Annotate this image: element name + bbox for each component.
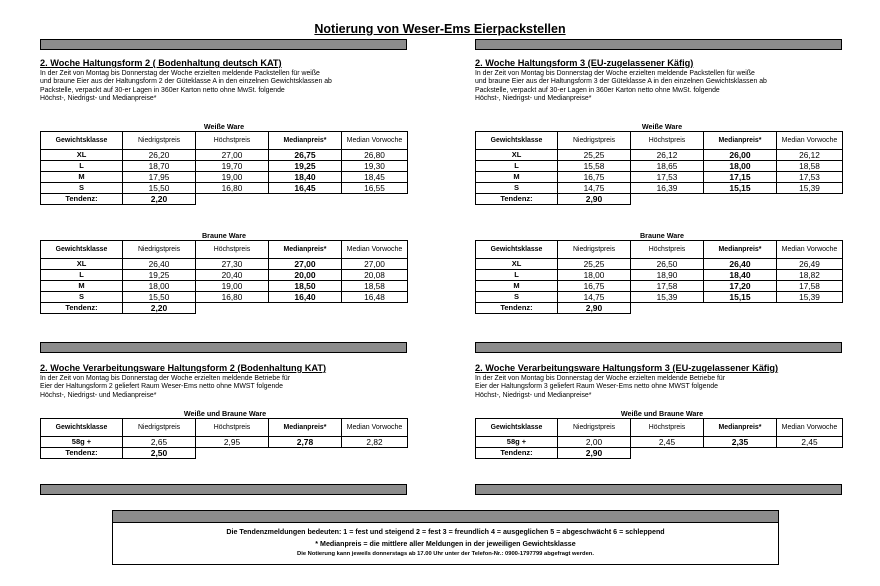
tendenz-value: 2,20 <box>123 194 196 205</box>
tendenz-label: Tendenz: <box>41 194 123 205</box>
price-cell: 16,40 <box>269 292 342 303</box>
column-header: Niedrigstpreis <box>123 241 196 259</box>
blank-cell <box>196 448 408 459</box>
column-header: Niedrigstpreis <box>558 132 631 150</box>
tendenz-value: 2,90 <box>558 303 631 314</box>
table-row <box>41 281 408 292</box>
tendenz-label: Tendenz: <box>41 303 123 314</box>
column-header: Höchstpreis <box>196 132 269 150</box>
weight-class-cell: L <box>476 161 558 172</box>
price-cell: 14,75 <box>558 292 631 303</box>
price-cell: 18,00 <box>704 161 777 172</box>
price-table <box>475 418 843 459</box>
table-row <box>476 437 843 448</box>
table-header-row <box>476 241 843 259</box>
price-cell: 17,58 <box>631 281 704 292</box>
column-header: Gewichtsklasse <box>41 241 123 259</box>
price-cell: 17,58 <box>777 281 843 292</box>
tendenz-value: 2,20 <box>123 303 196 314</box>
separator-bar <box>475 342 842 353</box>
price-cell: 15,15 <box>704 292 777 303</box>
weight-class-cell: S <box>41 292 123 303</box>
tendenz-value: 2,50 <box>123 448 196 459</box>
legend-phone: Die Notierung kann jeweils donnerstags ab 17.00 Uhr unter der Telefon-Nr.: 0900-1797799 abgefragt werden. <box>297 551 594 557</box>
column-header: Medianpreis* <box>704 241 777 259</box>
tendenz-row <box>41 303 408 314</box>
price-cell: 17,53 <box>631 172 704 183</box>
table-row <box>41 270 408 281</box>
price-cell: 2,45 <box>631 437 704 448</box>
price-cell: 26,75 <box>269 150 342 161</box>
price-cell: 2,82 <box>342 437 408 448</box>
tendenz-label: Tendenz: <box>476 448 558 459</box>
table-header-row <box>41 132 408 150</box>
price-table <box>40 131 408 205</box>
column-header: Medianpreis* <box>704 419 777 437</box>
price-cell: 17,53 <box>777 172 843 183</box>
weight-class-cell: XL <box>41 259 123 270</box>
price-cell: 27,00 <box>196 150 269 161</box>
column-header: Median Vorwoche <box>342 241 408 259</box>
price-cell: 15,50 <box>123 183 196 194</box>
price-cell: 2,95 <box>196 437 269 448</box>
price-cell: 16,55 <box>342 183 408 194</box>
legend-box <box>112 510 779 565</box>
price-cell: 19,25 <box>123 270 196 281</box>
table-row <box>476 281 843 292</box>
blank-cell <box>631 303 843 314</box>
table-header-row <box>476 419 843 437</box>
weight-class-cell: XL <box>41 150 123 161</box>
price-cell: 2,78 <box>269 437 342 448</box>
price-cell: 26,49 <box>777 259 843 270</box>
price-cell: 2,00 <box>558 437 631 448</box>
price-cell: 19,30 <box>342 161 408 172</box>
price-cell: 18,90 <box>631 270 704 281</box>
table-row <box>41 183 408 194</box>
price-cell: 26,40 <box>704 259 777 270</box>
price-cell: 26,00 <box>704 150 777 161</box>
column-header: Höchstpreis <box>631 419 704 437</box>
price-cell: 17,95 <box>123 172 196 183</box>
price-table <box>475 240 843 314</box>
price-cell: 15,39 <box>631 292 704 303</box>
separator-bar <box>40 39 407 50</box>
separator-bar <box>475 484 842 495</box>
weight-class-cell: S <box>41 183 123 194</box>
price-cell: 18,00 <box>558 270 631 281</box>
weight-class-cell: L <box>41 161 123 172</box>
price-cell: 18,65 <box>631 161 704 172</box>
table-row <box>41 150 408 161</box>
column-header: Medianpreis* <box>704 132 777 150</box>
price-cell: 16,39 <box>631 183 704 194</box>
price-cell: 27,00 <box>342 259 408 270</box>
page-title: Notierung von Weser-Ems Eierpackstellen <box>314 22 566 36</box>
price-cell: 18,50 <box>269 281 342 292</box>
column-header: Höchstpreis <box>196 241 269 259</box>
section-heading: 2. Woche Haltungsform 3 (EU-zugelassener Käfig) <box>475 58 694 68</box>
price-cell: 25,25 <box>558 259 631 270</box>
price-cell: 27,30 <box>196 259 269 270</box>
weight-class-cell: 58g + <box>41 437 123 448</box>
price-cell: 27,00 <box>269 259 342 270</box>
table-row <box>476 150 843 161</box>
price-cell: 26,50 <box>631 259 704 270</box>
table-title: Braune Ware <box>639 231 685 240</box>
column-header: Höchstpreis <box>631 132 704 150</box>
price-cell: 15,15 <box>704 183 777 194</box>
tendenz-value: 2,90 <box>558 448 631 459</box>
tendenz-row <box>476 303 843 314</box>
weight-class-cell: M <box>476 172 558 183</box>
weight-class-cell: M <box>41 281 123 292</box>
column-header: Höchstpreis <box>631 241 704 259</box>
column-header: Gewichtsklasse <box>41 419 123 437</box>
table-row <box>41 172 408 183</box>
column-header: Niedrigstpreis <box>123 419 196 437</box>
weight-class-cell: L <box>41 270 123 281</box>
column-header: Niedrigstpreis <box>123 132 196 150</box>
table-row <box>476 292 843 303</box>
tendenz-row <box>476 194 843 205</box>
column-header: Gewichtsklasse <box>476 241 558 259</box>
price-table <box>40 418 408 459</box>
price-cell: 26,12 <box>777 150 843 161</box>
price-cell: 15,58 <box>558 161 631 172</box>
weight-class-cell: M <box>41 172 123 183</box>
section-heading: 2. Woche Verarbeitungsware Haltungsform 3 (EU-zugelassener Käfig) <box>475 363 779 373</box>
table-title: Weiße Ware <box>641 122 683 131</box>
table-title: Weiße und Braune Ware <box>620 409 704 418</box>
price-cell: 15,50 <box>123 292 196 303</box>
table-row <box>476 183 843 194</box>
price-cell: 19,00 <box>196 172 269 183</box>
column-header: Niedrigstpreis <box>558 419 631 437</box>
column-header: Medianpreis* <box>269 132 342 150</box>
column-header: Median Vorwoche <box>777 241 843 259</box>
table-title: Braune Ware <box>201 231 247 240</box>
table-row <box>41 259 408 270</box>
table-row <box>41 161 408 172</box>
blank-cell <box>631 194 843 205</box>
price-cell: 20,00 <box>269 270 342 281</box>
weight-class-cell: S <box>476 183 558 194</box>
column-header: Medianpreis* <box>269 241 342 259</box>
table-row <box>41 292 408 303</box>
price-cell: 18,70 <box>123 161 196 172</box>
column-header: Median Vorwoche <box>777 132 843 150</box>
separator-bar <box>475 39 842 50</box>
price-cell: 2,45 <box>777 437 843 448</box>
table-row <box>476 172 843 183</box>
price-cell: 16,75 <box>558 172 631 183</box>
blank-cell <box>631 448 843 459</box>
column-header: Median Vorwoche <box>342 419 408 437</box>
price-cell: 20,40 <box>196 270 269 281</box>
price-cell: 16,48 <box>342 292 408 303</box>
column-header: Median Vorwoche <box>342 132 408 150</box>
price-cell: 2,65 <box>123 437 196 448</box>
column-header: Medianpreis* <box>269 419 342 437</box>
price-cell: 18,58 <box>777 161 843 172</box>
column-header: Median Vorwoche <box>777 419 843 437</box>
price-cell: 15,39 <box>777 292 843 303</box>
legend-median: * Medianpreis = die mittlere aller Meldungen in der jeweiligen Gewichtsklasse <box>315 540 576 548</box>
price-cell: 16,45 <box>269 183 342 194</box>
price-cell: 16,75 <box>558 281 631 292</box>
price-cell: 20,08 <box>342 270 408 281</box>
column-header: Gewichtsklasse <box>476 419 558 437</box>
price-cell: 18,82 <box>777 270 843 281</box>
tendenz-value: 2,90 <box>558 194 631 205</box>
tendenz-row <box>41 448 408 459</box>
price-cell: 26,80 <box>342 150 408 161</box>
weight-class-cell: XL <box>476 259 558 270</box>
table-title: Weiße Ware <box>203 122 245 131</box>
blank-cell <box>196 303 408 314</box>
table-header-row <box>41 419 408 437</box>
price-cell: 26,20 <box>123 150 196 161</box>
weight-class-cell: 58g + <box>476 437 558 448</box>
tendenz-label: Tendenz: <box>476 303 558 314</box>
price-cell: 18,45 <box>342 172 408 183</box>
table-header-row <box>476 132 843 150</box>
column-header: Niedrigstpreis <box>558 241 631 259</box>
price-cell: 19,70 <box>196 161 269 172</box>
table-row <box>476 161 843 172</box>
legend-bar <box>113 511 778 523</box>
table-row <box>476 259 843 270</box>
price-cell: 26,12 <box>631 150 704 161</box>
section-description: In der Zeit von Montag bis Donnerstag der Woche erzielten meldende Betriebe für Eier der Haltungsform 2 geliefert Raum Weser-Ems netto ohne MWST folgende Höchst-, Niedrigst- und Medianpreise* <box>40 375 290 399</box>
price-table <box>475 131 843 205</box>
tendenz-row <box>476 448 843 459</box>
price-cell: 17,20 <box>704 281 777 292</box>
price-cell: 25,25 <box>558 150 631 161</box>
column-header: Gewichtsklasse <box>41 132 123 150</box>
price-cell: 16,80 <box>196 183 269 194</box>
section-description: In der Zeit von Montag bis Donnerstag der Woche erzielten meldende Packstellen für weiße und braune Eier aus der Haltungsform 3 der Güteklasse A in den einzelnen Gewichtsklassen ab Packstelle, verpackt auf 30-er Lagen in 360er Karton netto ohne MwSt. folgende Höchst-, Niedrigst- und Medianpreise* <box>475 70 767 102</box>
price-cell: 19,00 <box>196 281 269 292</box>
separator-bar <box>40 484 407 495</box>
table-header-row <box>41 241 408 259</box>
price-cell: 26,40 <box>123 259 196 270</box>
tendenz-label: Tendenz: <box>476 194 558 205</box>
section-description: In der Zeit von Montag bis Donnerstag der Woche erzielten meldende Betriebe für Eier der Haltungsform 3 geliefert Raum Weser-Ems netto ohne MWST folgende Höchst-, Niedrigst- und Medianpreise* <box>475 375 725 399</box>
weight-class-cell: S <box>476 292 558 303</box>
separator-bar <box>40 342 407 353</box>
price-cell: 18,40 <box>269 172 342 183</box>
price-cell: 18,58 <box>342 281 408 292</box>
price-cell: 14,75 <box>558 183 631 194</box>
weight-class-cell: M <box>476 281 558 292</box>
price-cell: 18,00 <box>123 281 196 292</box>
table-title: Weiße und Braune Ware <box>183 409 267 418</box>
price-cell: 2,35 <box>704 437 777 448</box>
section-heading: 2. Woche Verarbeitungsware Haltungsform 2 (Bodenhaltung KAT) <box>40 363 327 373</box>
price-cell: 17,15 <box>704 172 777 183</box>
section-description: In der Zeit von Montag bis Donnerstag der Woche erzielten meldende Packstellen für weiße und braune Eier aus der Haltungsform 2 der Güteklasse A in den einzelnen Gewichtsklassen ab Packstelle, verpackt auf 30-er Lagen in 360er Karton netto ohne MwSt. folgende Höchst-, Niedrigst- und Medianpreise* <box>40 70 332 102</box>
section-heading: 2. Woche Haltungsform 2 ( Bodenhaltung deutsch KAT) <box>40 58 282 68</box>
price-table <box>40 240 408 314</box>
price-cell: 16,80 <box>196 292 269 303</box>
table-row <box>476 270 843 281</box>
weight-class-cell: XL <box>476 150 558 161</box>
table-row <box>41 437 408 448</box>
price-cell: 18,40 <box>704 270 777 281</box>
column-header: Höchstpreis <box>196 419 269 437</box>
blank-cell <box>196 194 408 205</box>
tendenz-row <box>41 194 408 205</box>
tendenz-label: Tendenz: <box>41 448 123 459</box>
weight-class-cell: L <box>476 270 558 281</box>
price-cell: 15,39 <box>777 183 843 194</box>
legend-tendenz: Die Tendenzmeldungen bedeuten: 1 = fest und steigend 2 = fest 3 = freundlich 4 = ausgeglichen 5 = abgeschwächt 6 = schleppend <box>226 528 665 536</box>
price-cell: 19,25 <box>269 161 342 172</box>
column-header: Gewichtsklasse <box>476 132 558 150</box>
